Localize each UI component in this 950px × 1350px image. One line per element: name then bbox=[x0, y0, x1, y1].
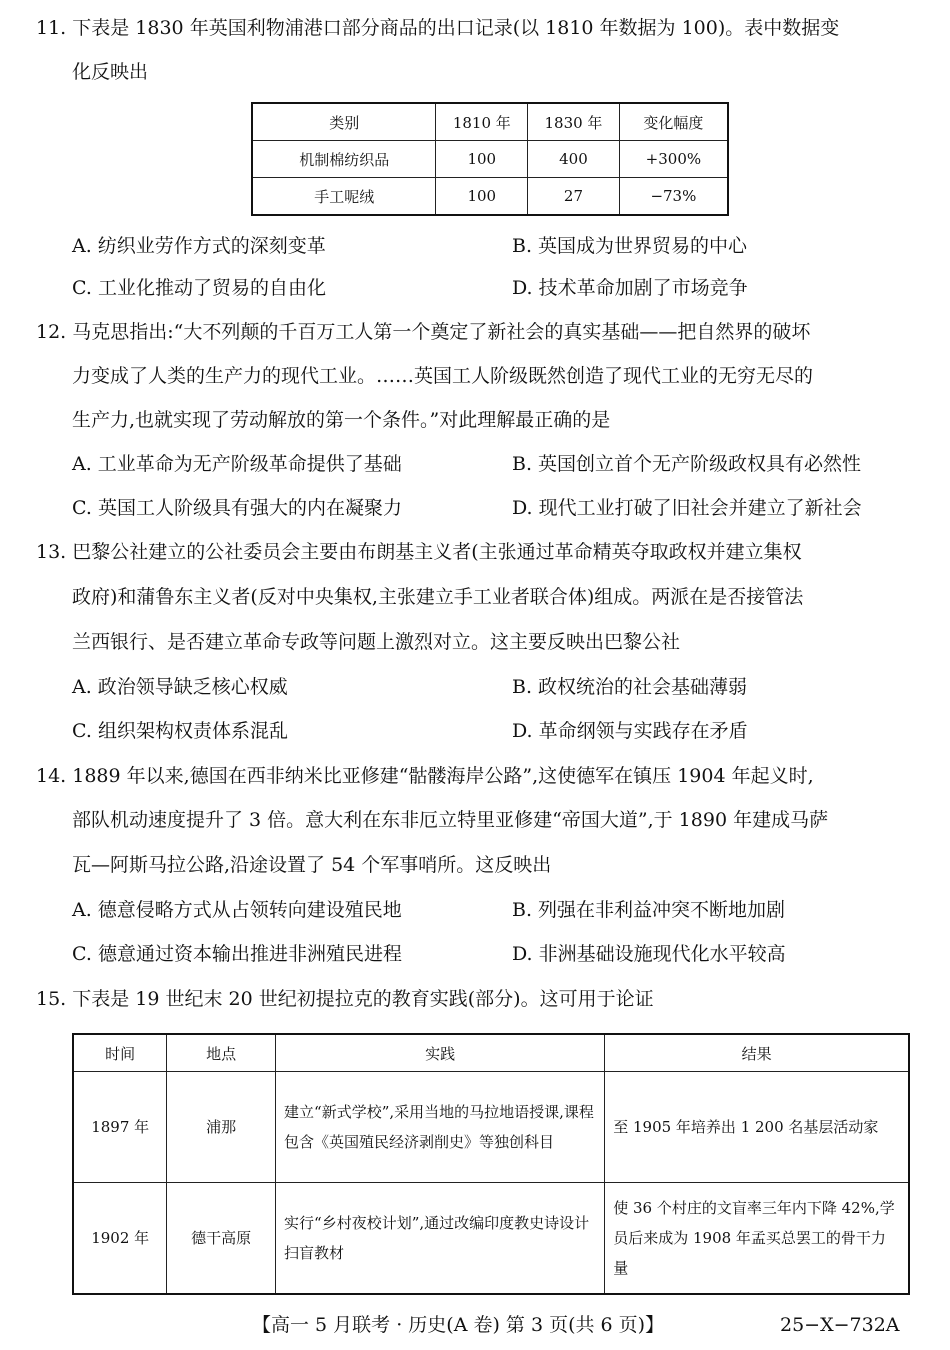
table-cell: 机制棉纺织品 bbox=[252, 141, 436, 178]
table-cell: 至 1905 年培养出 1 200 名基层活动家 bbox=[605, 1072, 909, 1183]
header-1830: 1830 年 bbox=[528, 103, 620, 141]
q12-option-b[interactable]: B. 英国创立首个无产阶级政权具有必然性 bbox=[512, 453, 862, 475]
table-cell: 100 bbox=[436, 141, 528, 178]
table-header-row bbox=[252, 103, 728, 141]
q11-export-table bbox=[251, 102, 729, 216]
table-cell: 实行“乡村夜校计划”,通过改编印度教史诗设计扫盲教材 bbox=[276, 1183, 605, 1294]
table-row bbox=[252, 141, 728, 178]
table-cell: 德干高原 bbox=[167, 1183, 276, 1294]
table-row bbox=[73, 1072, 909, 1183]
table-row bbox=[252, 178, 728, 216]
q14-stem-line-2: 部队机动速度提升了 3 倍。意大利在东非厄立特里亚修建“帝国大道”,于 1890 年建成马萨 bbox=[72, 809, 829, 831]
q12-option-c[interactable]: C. 英国工人阶级具有强大的内在凝聚力 bbox=[72, 497, 402, 519]
q13-stem-line-2: 政府)和蒲鲁东主义者(反对中央集权,主张建立手工业者联合体)组成。两派在是否接管法 bbox=[72, 586, 804, 608]
q12-option-d[interactable]: D. 现代工业打破了旧社会并建立了新社会 bbox=[512, 497, 862, 519]
q12-stem-line-3: 生产力,也就实现了劳动解放的第一个条件。”对此理解最正确的是 bbox=[72, 409, 611, 431]
paper-code: 25−X−732A bbox=[780, 1314, 900, 1336]
q15-education-table bbox=[72, 1033, 910, 1295]
table-cell: 27 bbox=[528, 178, 620, 216]
table-cell: 1897 年 bbox=[73, 1072, 167, 1183]
table-cell: 建立“新式学校”,采用当地的马拉地语授课,课程包含《英国殖民经济剥削史》等独创科目 bbox=[276, 1072, 605, 1183]
q12-stem-line-1: 12. 马克思指出:“大不列颠的千百万工人第一个奠定了新社会的真实基础——把自然界的破坏 bbox=[36, 321, 811, 343]
header-category: 类别 bbox=[252, 103, 436, 141]
q15-stem-line-1: 15. 下表是 19 世纪末 20 世纪初提拉克的教育实践(部分)。这可用于论证 bbox=[36, 988, 654, 1010]
q13-stem-line-1: 13. 巴黎公社建立的公社委员会主要由布朗基主义者(主张通过革命精英夺取政权并建立集权 bbox=[36, 541, 802, 563]
q14-option-a[interactable]: A. 德意侵略方式从占领转向建设殖民地 bbox=[72, 899, 402, 921]
table-cell: 400 bbox=[528, 141, 620, 178]
table-cell: 使 36 个村庄的文盲率三年内下降 42%,学员后来成为 1908 年孟买总罢工的骨干力量 bbox=[605, 1183, 909, 1294]
header-practice: 实践 bbox=[276, 1034, 605, 1072]
header-1810: 1810 年 bbox=[436, 103, 528, 141]
q13-option-d[interactable]: D. 革命纲领与实践存在矛盾 bbox=[512, 720, 748, 742]
table-cell: 手工呢绒 bbox=[252, 178, 436, 216]
header-place: 地点 bbox=[167, 1034, 276, 1072]
table-header-row bbox=[73, 1034, 909, 1072]
table-cell: −73% bbox=[619, 178, 728, 216]
header-change: 变化幅度 bbox=[619, 103, 728, 141]
q14-stem-line-1: 14. 1889 年以来,德国在西非纳米比亚修建“骷髅海岸公路”,这使德军在镇压 1904 年起义时, bbox=[36, 765, 814, 787]
q11-stem-line-1: 11. 下表是 1830 年英国利物浦港口部分商品的出口记录(以 1810 年数据为 100)。表中数据变 bbox=[36, 17, 840, 39]
q11-option-b[interactable]: B. 英国成为世界贸易的中心 bbox=[512, 235, 748, 257]
q12-stem-line-2: 力变成了人类的生产力的现代工业。……英国工人阶级既然创造了现代工业的无穷无尽的 bbox=[72, 365, 814, 387]
q14-stem-line-3: 瓦—阿斯马拉公路,沿途设置了 54 个军事哨所。这反映出 bbox=[72, 854, 552, 876]
q11-stem-line-2: 化反映出 bbox=[72, 61, 149, 83]
header-time: 时间 bbox=[73, 1034, 167, 1072]
q11-option-c[interactable]: C. 工业化推动了贸易的自由化 bbox=[72, 277, 326, 299]
q14-option-b[interactable]: B. 列强在非利益冲突不断地加剧 bbox=[512, 899, 786, 921]
q13-stem-line-3: 兰西银行、是否建立革命专政等问题上激烈对立。这主要反映出巴黎公社 bbox=[72, 631, 681, 653]
table-cell: 1902 年 bbox=[73, 1183, 167, 1294]
table-cell: 100 bbox=[436, 178, 528, 216]
q12-option-a[interactable]: A. 工业革命为无产阶级革命提供了基础 bbox=[72, 453, 402, 475]
q13-option-a[interactable]: A. 政治领导缺乏核心权威 bbox=[72, 676, 288, 698]
q11-option-a[interactable]: A. 纺织业劳作方式的深刻变革 bbox=[72, 235, 326, 257]
table-cell: +300% bbox=[619, 141, 728, 178]
q13-option-b[interactable]: B. 政权统治的社会基础薄弱 bbox=[512, 676, 748, 698]
q14-option-d[interactable]: D. 非洲基础设施现代化水平较高 bbox=[512, 943, 786, 965]
q11-option-d[interactable]: D. 技术革命加剧了市场竞争 bbox=[512, 277, 748, 299]
table-cell: 浦那 bbox=[167, 1072, 276, 1183]
header-result: 结果 bbox=[605, 1034, 909, 1072]
table-row bbox=[73, 1183, 909, 1294]
q14-option-c[interactable]: C. 德意通过资本输出推进非洲殖民进程 bbox=[72, 943, 402, 965]
page-footer: 【高一 5 月联考 · 历史(A 卷) 第 3 页(共 6 页)】 bbox=[252, 1314, 665, 1336]
q13-option-c[interactable]: C. 组织架构权责体系混乱 bbox=[72, 720, 288, 742]
